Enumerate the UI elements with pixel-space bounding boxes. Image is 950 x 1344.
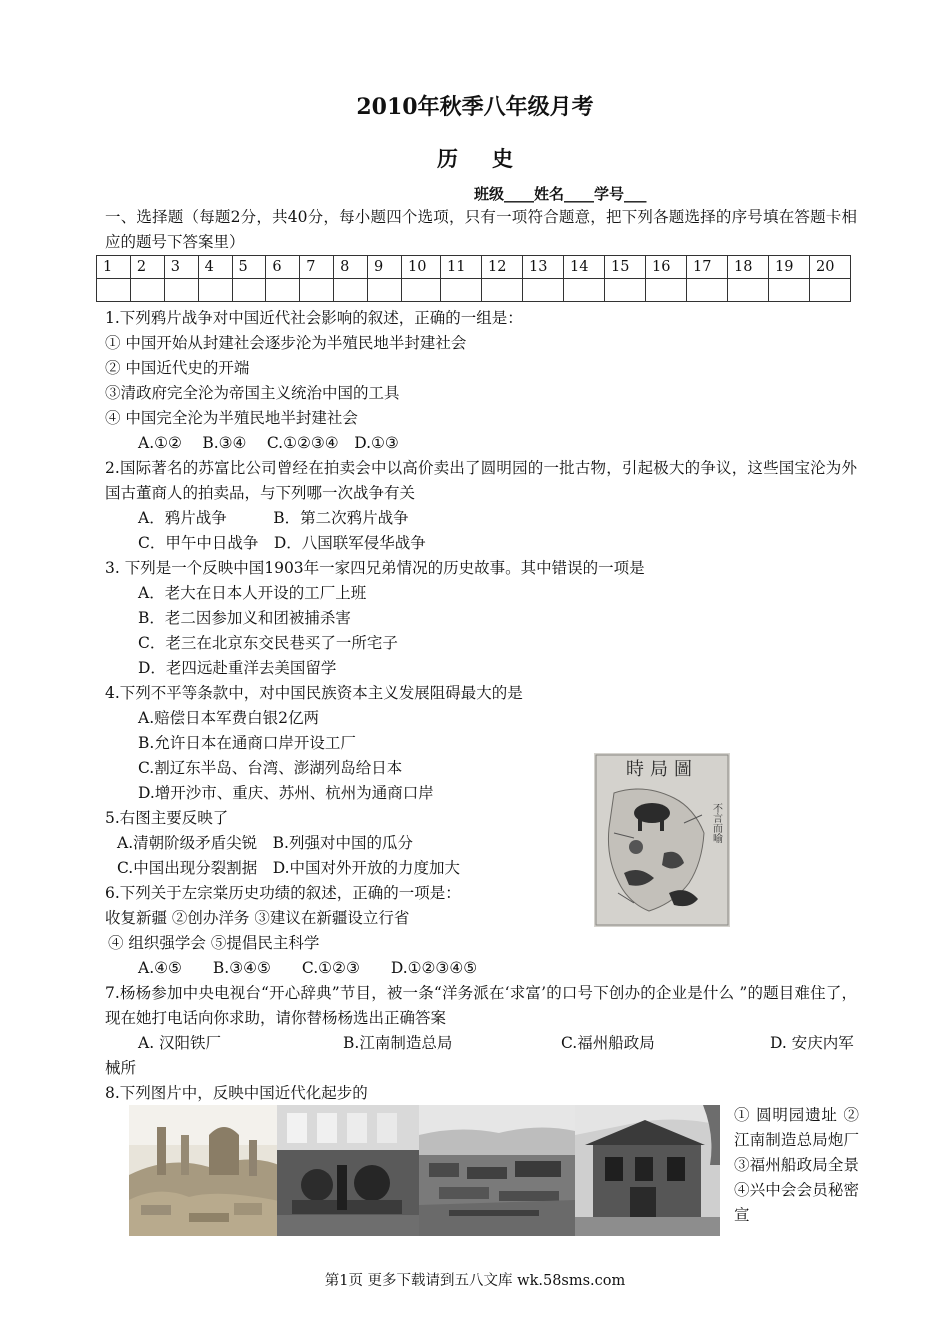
answer-cell[interactable] xyxy=(266,279,300,302)
q4-option-d: D.增开沙市、重庆、苏州、杭州为通商口岸 xyxy=(138,784,434,802)
answer-number: 4 xyxy=(198,256,232,279)
fuzhou-shipyard-photo xyxy=(419,1105,575,1236)
answer-cell[interactable] xyxy=(130,279,164,302)
q6-options: A.④⑤ B.③④⑤ C.①②③ D.①②③④⑤ xyxy=(138,959,478,977)
answer-number: 8 xyxy=(334,256,368,279)
answer-table xyxy=(96,255,851,302)
q7-option-d: D. 安庆内军 xyxy=(770,1034,854,1052)
answer-cell[interactable] xyxy=(605,279,646,302)
subject-title: 历史 xyxy=(437,146,547,171)
answer-cell[interactable] xyxy=(769,279,810,302)
q3-option-d: D．老四远赴重洋去美国留学 xyxy=(138,659,337,677)
q5-options-ab: A.清朝阶级矛盾尖锐 B.列强对中国的瓜分 xyxy=(117,834,413,852)
answer-cell[interactable] xyxy=(164,279,198,302)
answer-cell[interactable] xyxy=(300,279,334,302)
answer-number: 10 xyxy=(402,256,441,279)
q6-items-1: 收复新疆 ②创办洋务 ③建议在新疆设立行省 xyxy=(105,909,410,927)
xingzhonghui-house-photo xyxy=(575,1105,720,1236)
q2-options-cd: C．甲午中日战争 D．八国联军侵华战争 xyxy=(138,534,426,552)
answer-cell[interactable] xyxy=(523,279,564,302)
q4-option-c: C.割辽东半岛、台湾、澎湖列岛给日本 xyxy=(138,759,403,777)
answer-cell[interactable] xyxy=(97,279,131,302)
answer-number: 5 xyxy=(232,256,266,279)
cartoon-illustration-icon xyxy=(594,753,730,927)
answer-number: 11 xyxy=(441,256,482,279)
q5-options-cd: C.中国出现分裂割据 D.中国对外开放的力度加大 xyxy=(117,859,461,877)
answer-cell[interactable] xyxy=(334,279,368,302)
answer-number: 2 xyxy=(130,256,164,279)
q1-stem: 1.下列鸦片战争对中国近代社会影响的叙述，正确的一组是： xyxy=(105,309,523,327)
jiangnan-arsenal-photo xyxy=(277,1105,419,1236)
house-photo-icon xyxy=(575,1105,720,1236)
answer-cell[interactable] xyxy=(368,279,402,302)
q7-option-d-continued: 械所 xyxy=(105,1059,137,1077)
answer-number: 18 xyxy=(728,256,769,279)
q3-option-a: A．老大在日本人开设的工厂上班 xyxy=(138,584,367,602)
q6-items-2: ④ 组织强学会 ⑤提倡民主科学 xyxy=(108,934,320,952)
q1-statement: ② 中国近代史的开端 xyxy=(105,359,250,377)
answer-number: 20 xyxy=(810,256,851,279)
answer-number: 9 xyxy=(368,256,402,279)
q3-option-c: C．老三在北京东交民巷买了一所宅子 xyxy=(138,634,398,652)
answer-number: 17 xyxy=(687,256,728,279)
answer-cell[interactable] xyxy=(810,279,851,302)
q8-photo-caption: ① 圆明园遗址 ②江南制造总局炮厂 ③福州船政局全景 ④兴中会会员秘密宣 xyxy=(734,1106,859,1224)
answer-number: 7 xyxy=(300,256,334,279)
q6-stem: 6.下列关于左宗棠历史功绩的叙述，正确的一项是： xyxy=(105,884,461,902)
answer-cell[interactable] xyxy=(564,279,605,302)
q7-option-a: A. 汉阳铁厂 xyxy=(138,1034,222,1052)
student-info: 班级____姓名____学号___ xyxy=(474,185,647,203)
page-title: 2010年秋季八年级月考 xyxy=(356,94,594,120)
q4-option-a: A.赔偿日本军费白银2亿两 xyxy=(138,709,319,727)
answer-number: 13 xyxy=(523,256,564,279)
q7-option-b: B.江南制造总局 xyxy=(343,1034,453,1052)
answer-number: 3 xyxy=(164,256,198,279)
answer-number: 6 xyxy=(266,256,300,279)
q1-statement: ④ 中国完全沦为半殖民地半封建社会 xyxy=(105,409,358,427)
q1-statement: ① 中国开始从封建社会逐步沦为半殖民地半封建社会 xyxy=(105,334,467,352)
q2-stem: 2.国际著名的苏富比公司曾经在拍卖会中以高价卖出了圆明园的一批古物，引起极大的争议，这些国宝沦为外国古董商人的拍卖品，与下列哪一次战争有关 xyxy=(105,459,857,502)
answer-number: 15 xyxy=(605,256,646,279)
q8-stem: 8.下列图片中，反映中国近代化起步的 xyxy=(105,1084,368,1102)
q3-option-b: B．老二因参加义和团被捕杀害 xyxy=(138,609,351,627)
answer-number: 16 xyxy=(646,256,687,279)
q4-option-b: B.允许日本在通商口岸开设工厂 xyxy=(138,734,356,752)
q2-options-ab: A．鸦片战争 B．第二次鸦片战争 xyxy=(138,509,409,527)
answer-number: 19 xyxy=(769,256,810,279)
q1-options: A.①② B.③④ C.①②③④ D.①③ xyxy=(138,434,399,452)
answer-cell[interactable] xyxy=(232,279,266,302)
answer-cell[interactable] xyxy=(646,279,687,302)
answer-cell[interactable] xyxy=(402,279,441,302)
ruins-photo-icon xyxy=(129,1105,279,1236)
section-instructions: 一、选择题（每题2分，共40分，每小题四个选项，只有一项符合题意，把下列各题选择的序号填在答题卡相应的题号下答案里） xyxy=(105,208,857,251)
answer-number: 14 xyxy=(564,256,605,279)
answer-cell[interactable] xyxy=(482,279,523,302)
q3-stem: 3. 下列是一个反映中国1903年一家四兄弟情况的历史故事。其中错误的一项是 xyxy=(105,559,645,577)
cartoon-side-text: 不言而喻 xyxy=(710,803,722,843)
workshop-photo-icon xyxy=(277,1105,419,1236)
cartoon-title: 時局圖 xyxy=(626,759,698,780)
shipyard-photo-icon xyxy=(419,1105,575,1236)
q5-stem: 5.右图主要反映了 xyxy=(105,809,229,827)
answer-table-header-row xyxy=(97,256,851,279)
answer-cell[interactable] xyxy=(728,279,769,302)
answer-number: 12 xyxy=(482,256,523,279)
q7-option-c: C.福州船政局 xyxy=(561,1034,655,1052)
page-footer: 第1页 更多下载请到五八文库 wk.58sms.com xyxy=(324,1273,626,1289)
answer-cell[interactable] xyxy=(687,279,728,302)
q1-statement: ③清政府完全沦为帝国主义统治中国的工具 xyxy=(105,384,400,402)
yuanmingyuan-ruins-photo xyxy=(129,1105,279,1236)
answer-cell[interactable] xyxy=(441,279,482,302)
q4-stem: 4.下列不平等条款中，对中国民族资本主义发展阻碍最大的是 xyxy=(105,684,523,702)
answer-number: 1 xyxy=(97,256,131,279)
answer-cell[interactable] xyxy=(198,279,232,302)
answer-table-blank-row[interactable] xyxy=(97,279,851,302)
q7-stem: 7.杨杨参加中央电视台“开心辞典”节目，被一条“洋务派在‘求富’的口号下创办的企业是什么 ”的题目难住了，现在她打电话向你求助，请你替杨杨选出正确答案 xyxy=(105,984,857,1027)
shijutu-cartoon-image xyxy=(594,753,730,927)
